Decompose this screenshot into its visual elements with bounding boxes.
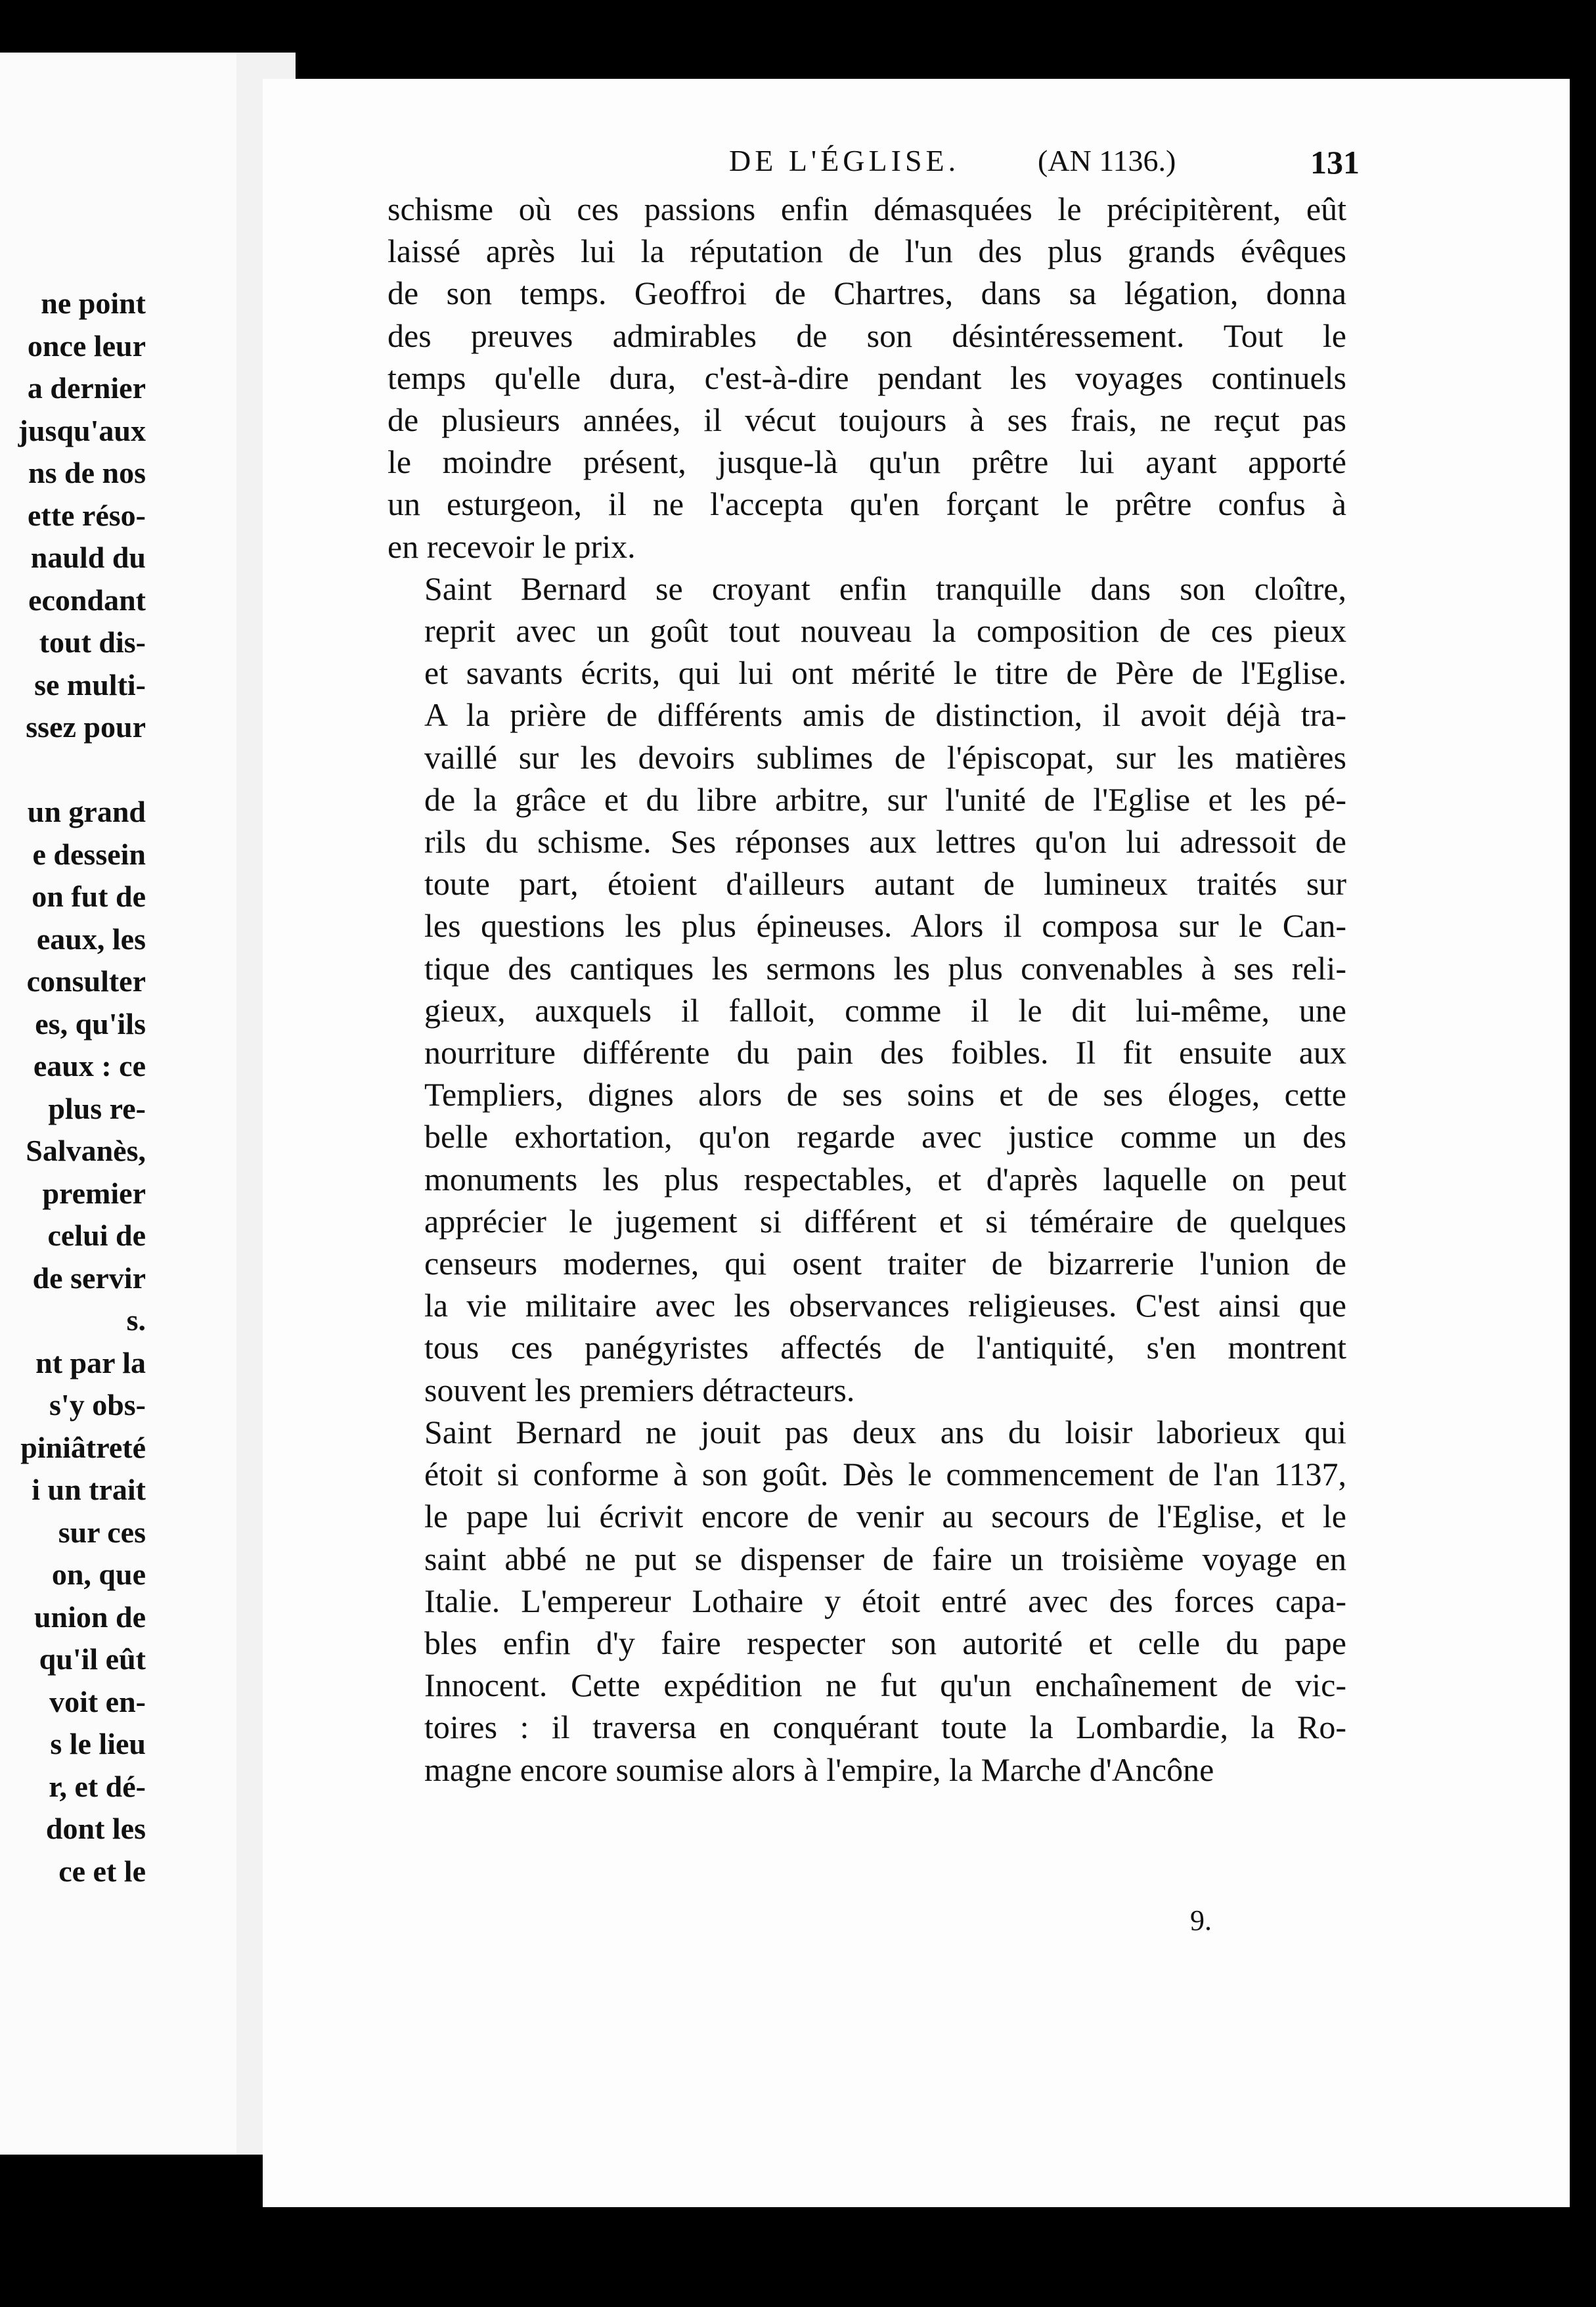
text-line: toute part, étoient d'ailleurs autant de lumineux traités sur <box>424 865 1346 903</box>
left-page-fragment: ce et le <box>58 1854 146 1888</box>
text-line: et savants écrits, qui lui ont mérité le titre de Père de l'Eglise. <box>424 654 1346 692</box>
text-line: de la grâce et du libre arbitre, sur l'unité de l'Eglise et les pé- <box>424 780 1346 818</box>
left-page-fragment: on fut de <box>32 880 146 913</box>
text-line: tous ces panégyristes affectés de l'antiquité, s'en montrent <box>424 1329 1346 1366</box>
left-page-fragment: es, qu'ils <box>35 1006 146 1041</box>
text-line: le moindre présent, jusque-là qu'un prêtre lui ayant apporté <box>388 443 1346 481</box>
text-line: reprit avec un goût tout nouveau la composition de ces pieux <box>424 612 1346 650</box>
left-page-fragment: consulter <box>26 964 146 998</box>
left-page-fragment: i un trait <box>32 1473 146 1506</box>
left-page-fragment: sur ces <box>58 1515 146 1549</box>
left-page-fragment: voit en- <box>49 1684 146 1718</box>
left-page-fragment: celui de <box>47 1219 146 1252</box>
left-page-fragment: union de <box>33 1600 146 1634</box>
text-line: bles enfin d'y faire respecter son autorité et celle du pape <box>424 1624 1346 1661</box>
body-text <box>388 188 1346 1791</box>
text-line: toires : il traversa en conquérant toute la Lombardie, la Ro- <box>424 1709 1346 1746</box>
text-line: un esturgeon, il ne l'accepta qu'en forçant le prêtre confus à <box>388 485 1346 523</box>
left-page-fragment: dont les <box>45 1812 146 1845</box>
left-page-fragment: s le lieu <box>50 1727 146 1760</box>
left-page-fragment: piniâtreté <box>20 1430 146 1464</box>
text-line: schisme où ces passions enfin démasquées le précipitèrent, eût <box>388 190 1346 227</box>
left-page-fragment: Salvanès, <box>26 1134 146 1167</box>
left-page-fragment: eaux, les <box>36 922 146 956</box>
text-line: laissé après lui la réputation de l'un des plus grands évêques <box>388 233 1346 270</box>
text-line: des preuves admirables de son désintéressement. Tout le <box>388 317 1346 354</box>
year-label: (AN 1136.) <box>1038 144 1176 177</box>
left-page-fragment: de servir <box>32 1261 146 1295</box>
text-line: saint abbé ne put se dispenser de faire un troisième voyage en <box>424 1540 1346 1577</box>
running-header <box>729 143 1360 189</box>
text-line: temps qu'elle dura, c'est-à-dire pendant les voyages continuels <box>388 359 1346 396</box>
text-line: belle exhortation, qu'on regarde avec justice comme un des <box>424 1118 1346 1155</box>
left-page-fragment: once leur <box>27 328 146 363</box>
text-line: apprécier le jugement si différent et si téméraire de quelques <box>424 1202 1346 1240</box>
text-line: Italie. L'empereur Lothaire y étoit entré avec des forces capa- <box>424 1582 1346 1619</box>
left-page-fragment: a dernier <box>27 371 146 405</box>
left-page-fragment: econdant <box>28 583 146 617</box>
left-page-fragment: on, que <box>51 1557 146 1591</box>
paragraph <box>388 1411 1346 1791</box>
left-page-fragment: nt par la <box>35 1345 146 1379</box>
text-line: souvent les premiers détracteurs. <box>424 1371 855 1408</box>
text-line: Saint Bernard ne jouit pas deux ans du loisir laborieux qui <box>424 1413 1346 1450</box>
left-page-fragment: jusqu'aux <box>18 413 146 447</box>
text-line: tique des cantiques les sermons les plus convenables à ses reli- <box>424 949 1346 987</box>
paragraph <box>388 568 1346 1411</box>
text-line: rils du schisme. Ses réponses aux lettres qu'on lui adressoit de <box>424 823 1346 861</box>
text-line: en recevoir le prix. <box>388 527 636 565</box>
text-line: A la prière de différents amis de distinction, il avoit déjà tra- <box>424 696 1346 734</box>
paragraph <box>388 188 1346 568</box>
text-line: de plusieurs années, il vécut toujours à ses frais, ne reçut pas <box>388 401 1346 439</box>
text-line: la vie militaire avec les observances religieuses. C'est ainsi que <box>424 1287 1346 1324</box>
left-page-fragment: un grand <box>27 795 146 828</box>
left-page-fragment: nauld du <box>30 541 146 574</box>
left-page-fragment: ssez pour <box>26 710 146 744</box>
left-page-fragment: r, et dé- <box>49 1769 146 1803</box>
signature-mark: 9. <box>1190 1904 1212 1937</box>
left-page-fragment: qu'il eût <box>39 1642 146 1676</box>
text-line: Templiers, dignes alors de ses soins et de ses éloges, cette <box>424 1076 1346 1113</box>
left-page-fragment: s. <box>126 1303 146 1337</box>
text-line: censeurs modernes, qui osent traiter de bizarrerie l'union de <box>424 1245 1346 1282</box>
left-page-fragment: plus re- <box>48 1091 146 1125</box>
left-page-fragment: s'y obs- <box>49 1388 146 1422</box>
text-line: nourriture différente du pain des foibles. Il fit ensuite aux <box>424 1034 1346 1071</box>
text-line: gieux, auxquels il falloit, comme il le dit lui-même, une <box>424 991 1346 1029</box>
text-line: vaillé sur les devoirs sublimes de l'épiscopat, sur les matières <box>424 738 1346 776</box>
text-line: monuments les plus respectables, et d'après laquelle on peut <box>424 1160 1346 1198</box>
left-page-fragment: ns de nos <box>28 456 146 489</box>
text-line: magne encore soumise alors à l'empire, la Marche d'Ancône <box>424 1751 1214 1788</box>
text-line: les questions les plus épineuses. Alors il composa sur le Can- <box>424 907 1346 945</box>
left-page-fragment: ne point <box>41 286 146 320</box>
left-page-fragment: ette réso- <box>27 498 146 532</box>
running-title: DE L'ÉGLISE. <box>729 144 960 177</box>
text-line: Saint Bernard se croyant enfin tranquille dans son cloître, <box>424 570 1346 607</box>
left-page-fragment: premier <box>42 1176 146 1210</box>
left-page-fragment: se multi- <box>34 667 146 702</box>
text-line: Innocent. Cette expédition ne fut qu'un enchaînement de vic- <box>424 1667 1346 1704</box>
page-number: 131 <box>1310 144 1360 181</box>
left-page-fragment: eaux : ce <box>33 1049 146 1083</box>
text-line: le pape lui écrivit encore de venir au secours de l'Eglise, et le <box>424 1498 1346 1535</box>
text-line: de son temps. Geoffroi de Chartres, dans sa légation, donna <box>388 275 1346 312</box>
text-line: étoit si conforme à son goût. Dès le commencement de l'an 1137, <box>424 1456 1346 1493</box>
left-page-margin <box>0 53 263 2155</box>
left-page-fragment: e dessein <box>32 837 146 871</box>
left-page-fragment: tout dis- <box>39 625 146 659</box>
